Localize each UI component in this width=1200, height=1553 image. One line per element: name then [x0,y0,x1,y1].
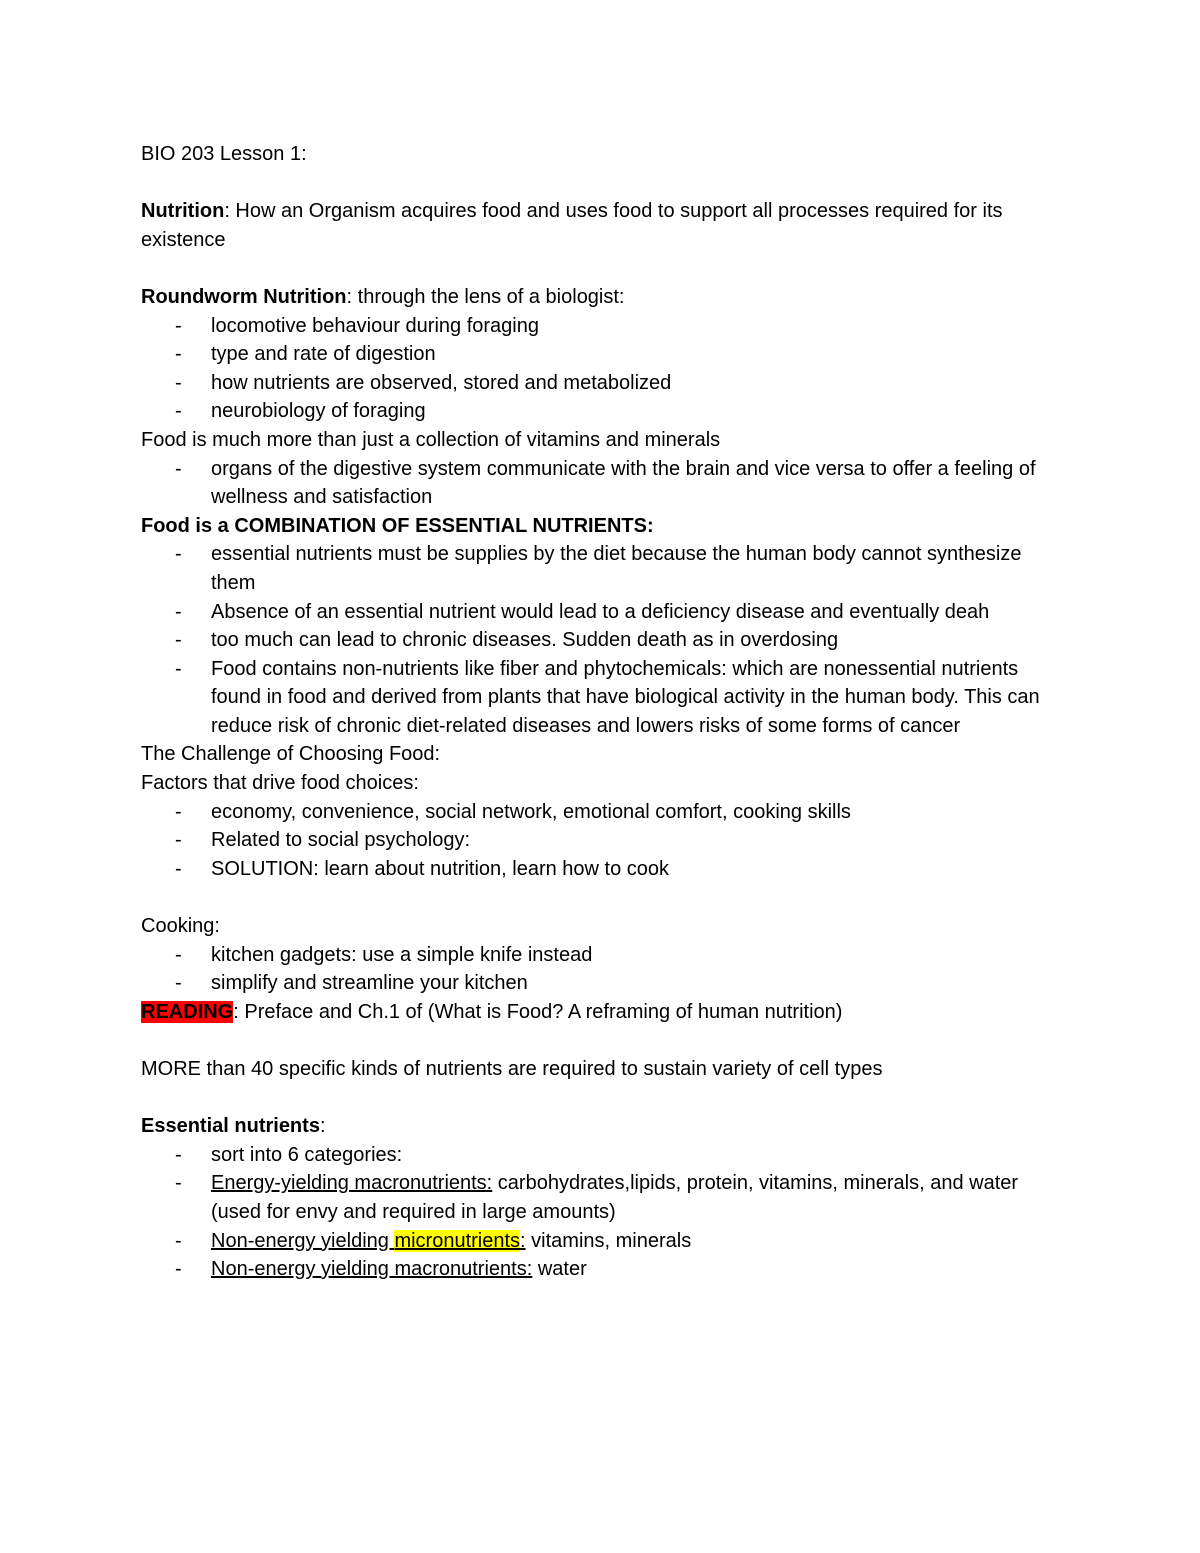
essential-colon: : [319,1115,326,1138]
roundworm-list [141,312,1061,426]
non-energy-micro-label [211,1230,526,1252]
dash-bullet: - [175,400,182,423]
list-item-text: economy, convenience, social network, emotional comfort, cooking skills [211,800,851,823]
non-energy-macro-text: water [532,1258,587,1281]
list-item-text: sort into 6 categories: [211,1143,403,1166]
dash-bullet: - [175,600,182,623]
dash-bullet: - [175,629,182,652]
list-item [141,969,1061,998]
more-than-text: MORE than 40 specific kinds of nutrients are required to sustain variety of cell types [141,1058,883,1080]
list-item [141,855,1061,884]
roundworm-text: : through the lens of a biologist: [346,285,625,308]
list-item [141,598,1061,627]
challenge-heading: The Challenge of Choosing Food: [141,743,441,766]
nutrition-text: : How an Organism acquires food and uses food to support all processes required for its existence [141,200,1003,251]
energy-macro-label: Energy-yielding macronutrients: [211,1172,493,1195]
challenge-list [141,798,1061,884]
energy-macro-text: carbohydrates,lipids, protein, vitamins, minerals, and water (used for envy and required in large amounts) [211,1172,1019,1223]
list-item [141,798,1061,827]
essential-heading [141,1112,1061,1141]
nutrition-definition [141,197,1061,254]
dash-bullet: - [175,1258,182,1281]
dash-bullet: - [175,829,182,852]
list-item-text: too much can lead to chronic diseases. Sudden death as in overdosing [211,629,839,652]
list-item [141,655,1061,741]
list-item-text: simplify and streamline your kitchen [211,972,528,995]
dash-bullet: - [175,800,182,823]
essential-term: Essential nutrients [141,1115,320,1138]
list-item [141,1141,1061,1170]
spacer [141,883,1061,912]
dash-bullet: - [175,543,182,566]
cooking-heading: Cooking: [141,915,220,938]
list-item-text: kitchen gadgets: use a simple knife instead [211,943,593,966]
list-item [141,941,1061,970]
spacer [141,254,1061,283]
cooking-list [141,941,1061,998]
combination-list [141,540,1061,740]
non-energy-macro-label: Non-energy yielding macronutrients: [211,1258,533,1281]
dash-bullet: - [175,314,182,337]
list-item-text: Food contains non-nutrients like fiber and phytochemicals: which are nonessential nutrients found in food and derived from plants that have biological activity in the human body. This can reduce risk of chronic diet-related diseases and lowers risks of some forms of cancer [211,657,1040,737]
dash-bullet: - [175,972,182,995]
non-energy-micro-label-colon: : [520,1229,526,1252]
reading-label: READING [141,1000,234,1023]
doc-title: BIO 203 Lesson 1: [141,143,307,165]
dash-bullet: - [175,457,182,480]
non-energy-micro-text: vitamins, minerals [525,1229,692,1252]
list-item-text: locomotive behaviour during foraging [211,314,539,337]
challenge-subheading: Factors that drive food choices: [141,772,419,795]
micronutrients-highlight: micronutrients [394,1229,521,1252]
spacer [141,1026,1061,1055]
nutrition-term: Nutrition [141,200,225,223]
list-item [141,369,1061,398]
essential-list [141,1141,1061,1284]
document-page [141,140,1061,1284]
list-item [141,340,1061,369]
list-item-text: neurobiology of foraging [211,400,426,423]
list-item-text: how nutrients are observed, stored and metabolized [211,371,672,394]
list-item-text: Absence of an essential nutrient would lead to a deficiency disease and eventually deah [211,600,990,623]
roundworm-heading [141,283,1061,312]
dash-bullet: - [175,1172,182,1195]
list-item-text: organs of the digestive system communicate with the brain and vice versa to offer a feeling of wellness and satisfaction [211,457,1036,509]
list-item [141,1227,1061,1256]
dash-bullet: - [175,371,182,394]
list-item-text: type and rate of digestion [211,343,436,366]
reading-line [141,998,1061,1027]
list-item [141,626,1061,655]
list-item [141,540,1061,597]
dash-bullet: - [175,857,182,880]
food-more-list [141,455,1061,512]
list-item-text: Related to social psychology: [211,829,471,852]
food-more-text: Food is much more than just a collection of vitamins and minerals [141,428,721,451]
dash-bullet: - [175,1143,182,1166]
list-item-text: essential nutrients must be supplies by the diet because the human body cannot synthesize them [211,543,1022,594]
dash-bullet: - [175,343,182,366]
list-item [141,312,1061,341]
reading-text: : Preface and Ch.1 of (What is Food? A reframing of human nutrition) [233,1000,843,1023]
roundworm-term: Roundworm Nutrition [141,285,347,308]
spacer [141,169,1061,198]
non-energy-micro-label-prefix: Non-energy yielding [211,1229,395,1252]
combination-heading: Food is a COMBINATION OF ESSENTIAL NUTRIENTS: [141,514,654,537]
list-item [141,1255,1061,1284]
spacer [141,1084,1061,1113]
dash-bullet: - [175,943,182,966]
dash-bullet: - [175,1229,182,1252]
list-item [141,397,1061,426]
list-item-text: SOLUTION: learn about nutrition, learn how to cook [211,857,670,880]
dash-bullet: - [175,657,182,680]
list-item [141,826,1061,855]
list-item [141,455,1061,512]
list-item [141,1169,1061,1226]
